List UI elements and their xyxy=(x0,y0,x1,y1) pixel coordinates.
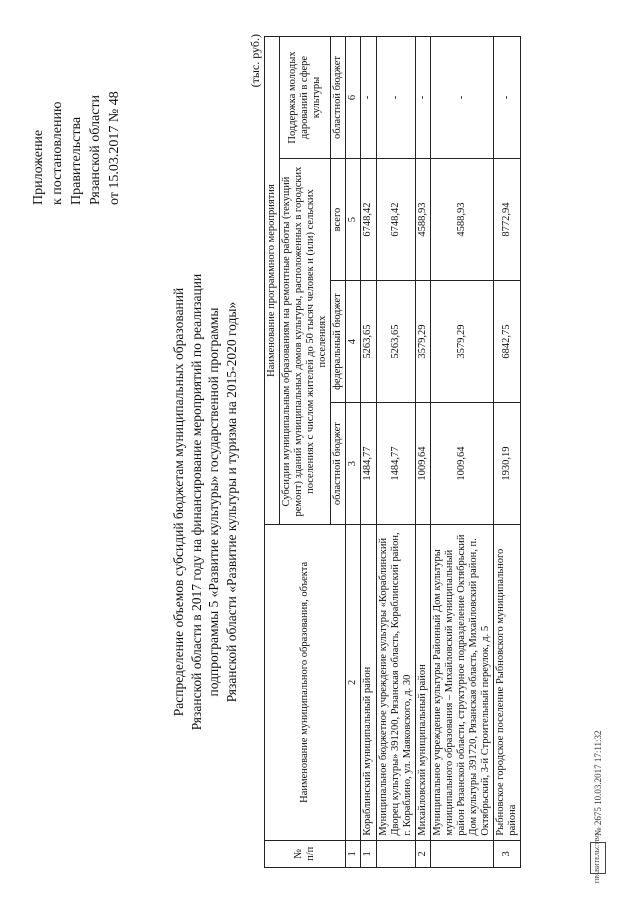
column-number: 1 xyxy=(346,840,361,867)
table-row xyxy=(430,37,493,868)
row-num: 2 xyxy=(415,840,430,867)
document-heading xyxy=(170,242,240,762)
table-row xyxy=(361,37,376,868)
stamp-text: № 2675 10.03.2017 17:11:32 xyxy=(592,730,603,836)
column-number: 6 xyxy=(346,37,361,159)
header-regional-support: областной бюджет xyxy=(331,37,346,159)
appendix-line: Рязанской области xyxy=(87,94,103,205)
row-num xyxy=(430,840,493,867)
row-federal: 3579,29 xyxy=(415,281,430,403)
row-federal: 5263,65 xyxy=(361,281,376,403)
header-name: Наименование муниципального образования, объекта xyxy=(265,525,346,841)
row-name: Кораблинский муниципальный район xyxy=(361,525,376,841)
column-number: 5 xyxy=(346,159,361,281)
row-name: Муниципальное учреждение культуры Районный Дом культуры муниципального образования – Михайловский муниципальный район Рязанской области, структурное подразделение Октябрьский Дом культуры 391720, Рязанская область, Михайловский район, п. Октябрьский, 3-й Строительный переулок, д. 5 xyxy=(430,525,493,841)
appendix-line: от 15.03.2017 № 48 xyxy=(106,91,122,205)
row-name: Рыбновское городское поселение Рыбновского муниципального района xyxy=(494,525,521,841)
heading-line: Рязанской области «Развитие культуры и туризма на 2015-2020 годы» xyxy=(223,301,239,703)
row-regional: 1009,64 xyxy=(430,403,493,525)
table-row xyxy=(415,37,430,868)
row-regional: 1930,19 xyxy=(494,403,521,525)
row-federal: 3579,29 xyxy=(430,281,493,403)
registration-stamp xyxy=(590,730,606,884)
row-total: 4588,93 xyxy=(430,159,493,281)
row-total: 8772,94 xyxy=(494,159,521,281)
heading-line: Рязанской области в 2017 году на финансирование мероприятий по реализации xyxy=(188,273,204,731)
header-num: № п/п xyxy=(265,840,346,867)
heading-line: подпрограммы 5 «Развитие культуры» государственной программы xyxy=(206,307,222,697)
column-number-row xyxy=(346,37,361,868)
row-regional: 1009,64 xyxy=(415,403,430,525)
row-total: 6748,42 xyxy=(361,159,376,281)
row-support: - xyxy=(376,37,415,159)
header-row xyxy=(265,37,280,868)
stamp-box: ПРАВИТЕЛЬСТВО xyxy=(590,842,606,874)
appendix-line: Приложение xyxy=(31,129,46,205)
row-name: Муниципальное бюджетное учреждение культуры «Кораблинский Дворец культуры» 391200, Рязанская область, Кораблинский район, г. Кораблино, ул. Маяковского, д. 30 xyxy=(376,525,415,841)
row-regional: 1484,77 xyxy=(376,403,415,525)
unit-label: (тыс. руб.) xyxy=(248,34,262,88)
appendix-line: к постановлению Правительства xyxy=(49,101,84,205)
row-support: - xyxy=(415,37,430,159)
header-group: Наименование программного мероприятия xyxy=(265,37,280,525)
row-total: 4588,93 xyxy=(415,159,430,281)
row-total: 6748,42 xyxy=(376,159,415,281)
row-regional: 1484,77 xyxy=(361,403,376,525)
header-total: всего xyxy=(331,159,346,281)
column-number: 2 xyxy=(346,525,361,841)
header-subsidy: Субсидии муниципальным образованиям на ремонтные работы (текущий ремонт) зданий муниципальных домов культуры, расположенных в городских поселениях с числом жителей до 50 тысяч человек и (или) сельских поселениях xyxy=(280,159,331,525)
row-federal: 6842,75 xyxy=(494,281,521,403)
appendix-block xyxy=(30,30,124,205)
header-regional: областной бюджет xyxy=(331,403,346,525)
header-federal: федеральный бюджет xyxy=(331,281,346,403)
column-number: 4 xyxy=(346,281,361,403)
row-support: - xyxy=(430,37,493,159)
row-name: Михайловский муниципальный район xyxy=(415,525,430,841)
column-number: 3 xyxy=(346,403,361,525)
table-row xyxy=(494,37,521,868)
heading-line: Распределение объемов субсидий бюджетам муниципальных образований xyxy=(171,287,186,717)
header-support: Поддержка молодых дарований в сфере культуры xyxy=(280,37,331,159)
table-row xyxy=(376,37,415,868)
row-num: 3 xyxy=(494,840,521,867)
row-num xyxy=(376,840,415,867)
row-federal: 5263,65 xyxy=(376,281,415,403)
row-support: - xyxy=(361,37,376,159)
row-support: - xyxy=(494,37,521,159)
subsidy-table xyxy=(264,36,521,868)
row-num: 1 xyxy=(361,840,376,867)
rotated-content xyxy=(20,22,620,882)
